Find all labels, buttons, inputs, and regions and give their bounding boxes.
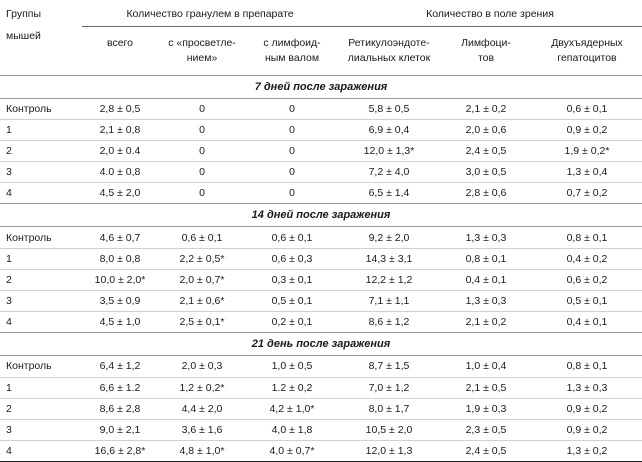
value-cell: 2,8 ± 0,5 bbox=[82, 98, 158, 119]
groups-label-bottom: мышей bbox=[0, 27, 82, 76]
value-cell: 4,2 ± 1,0* bbox=[246, 398, 338, 419]
value-cell: 6,4 ± 1,2 bbox=[82, 356, 158, 377]
value-cell: 0,8 ± 0,1 bbox=[440, 248, 532, 269]
col-header-reticulo-line2: лиальных клеток bbox=[347, 51, 431, 64]
section-title: 7 дней после заражения bbox=[0, 75, 642, 98]
value-cell: 7,1 ± 1,1 bbox=[338, 291, 440, 312]
col-header-reticulo bbox=[338, 27, 440, 76]
table-row bbox=[0, 227, 642, 248]
data-table bbox=[0, 2, 642, 462]
value-cell: 0 bbox=[158, 162, 246, 183]
value-cell: 10,0 ± 2,0* bbox=[82, 269, 158, 290]
table-row bbox=[0, 269, 642, 290]
value-cell: 0 bbox=[158, 119, 246, 140]
value-cell: 0,3 ± 0,1 bbox=[246, 269, 338, 290]
group-cell: 2 bbox=[0, 140, 82, 161]
col-header-binuclear-line2: гепатоцитов bbox=[557, 51, 617, 64]
col-header-clearing bbox=[158, 27, 246, 76]
col-header-lymphoid-line1: с лимфоид- bbox=[263, 36, 321, 49]
col-header-clearing-line1: с «просветле- bbox=[168, 36, 236, 49]
value-cell: 4,5 ± 2,0 bbox=[82, 183, 158, 204]
value-cell: 0,2 ± 0,1 bbox=[246, 312, 338, 333]
group-cell: 1 bbox=[0, 119, 82, 140]
value-cell: 2,0 ± 0,7* bbox=[158, 269, 246, 290]
table-header bbox=[0, 2, 642, 75]
value-cell: 2,8 ± 0,6 bbox=[440, 183, 532, 204]
value-cell: 4.0 ± 0,8 bbox=[82, 162, 158, 183]
value-cell: 0,5 ± 0,1 bbox=[246, 291, 338, 312]
value-cell: 0,6 ± 0,3 bbox=[246, 248, 338, 269]
value-cell: 2,1 ± 0,5 bbox=[440, 377, 532, 398]
group-cell: Контроль bbox=[0, 227, 82, 248]
value-cell: 0,6 ± 0,2 bbox=[532, 269, 642, 290]
value-cell: 8,0 ± 1,7 bbox=[338, 398, 440, 419]
value-cell: 6,5 ± 1,4 bbox=[338, 183, 440, 204]
value-cell: 3,6 ± 1,6 bbox=[158, 419, 246, 440]
value-cell: 2,5 ± 0,1* bbox=[158, 312, 246, 333]
group-cell: Контроль bbox=[0, 356, 82, 377]
value-cell: 3,5 ± 0,9 bbox=[82, 291, 158, 312]
value-cell: 1,9 ± 0,3 bbox=[440, 398, 532, 419]
section-header-row bbox=[0, 333, 642, 356]
table-body bbox=[0, 75, 642, 462]
col-header-reticulo-line1: Ретикулоэндоте- bbox=[348, 36, 430, 49]
value-cell: 2,3 ± 0,5 bbox=[440, 419, 532, 440]
table-row bbox=[0, 356, 642, 377]
value-cell: 10,5 ± 2,0 bbox=[338, 419, 440, 440]
value-cell: 2,1 ± 0,6* bbox=[158, 291, 246, 312]
value-cell: 4,0 ± 0,7* bbox=[246, 441, 338, 462]
col-header-total bbox=[82, 27, 158, 76]
value-cell: 2,4 ± 0,5 bbox=[440, 140, 532, 161]
value-cell: 0,6 ± 0,1 bbox=[158, 227, 246, 248]
group-cell: 4 bbox=[0, 312, 82, 333]
col-header-clearing-line2: нием» bbox=[186, 51, 218, 64]
table-row bbox=[0, 162, 642, 183]
section-title: 14 дней после заражения bbox=[0, 204, 642, 227]
value-cell: 2,1 ± 0,2 bbox=[440, 312, 532, 333]
table-row bbox=[0, 398, 642, 419]
value-cell: 1,2 ± 0,2* bbox=[158, 377, 246, 398]
group-cell: 2 bbox=[0, 269, 82, 290]
value-cell: 1,9 ± 0,2* bbox=[532, 140, 642, 161]
value-cell: 0,6 ± 0,1 bbox=[532, 98, 642, 119]
value-cell: 12,0 ± 1,3* bbox=[338, 140, 440, 161]
col-header-binuclear bbox=[532, 27, 642, 76]
field-group-header: Количество в поле зрения bbox=[338, 2, 642, 27]
value-cell: 4,5 ± 1,0 bbox=[82, 312, 158, 333]
group-cell: 3 bbox=[0, 162, 82, 183]
value-cell: 0 bbox=[246, 162, 338, 183]
value-cell: 0,7 ± 0,2 bbox=[532, 183, 642, 204]
group-cell: 1 bbox=[0, 248, 82, 269]
value-cell: 0 bbox=[158, 183, 246, 204]
value-cell: 8,6 ± 1,2 bbox=[338, 312, 440, 333]
value-cell: 0 bbox=[158, 98, 246, 119]
table-row bbox=[0, 98, 642, 119]
value-cell: 6,6 ± 1.2 bbox=[82, 377, 158, 398]
table-row bbox=[0, 441, 642, 462]
group-cell: 4 bbox=[0, 183, 82, 204]
value-cell: 1,0 ± 0,5 bbox=[246, 356, 338, 377]
value-cell: 0,8 ± 0,1 bbox=[532, 356, 642, 377]
value-cell: 9,2 ± 2,0 bbox=[338, 227, 440, 248]
value-cell: 4,8 ± 1,0* bbox=[158, 441, 246, 462]
value-cell: 0,6 ± 0,1 bbox=[246, 227, 338, 248]
col-header-lymphoid bbox=[246, 27, 338, 76]
value-cell: 8,7 ± 1,5 bbox=[338, 356, 440, 377]
col-header-total-line2 bbox=[82, 51, 158, 66]
group-cell: 3 bbox=[0, 291, 82, 312]
table-row bbox=[0, 119, 642, 140]
section-header-row bbox=[0, 75, 642, 98]
value-cell: 0 bbox=[246, 140, 338, 161]
value-cell: 2,1 ± 0,2 bbox=[440, 98, 532, 119]
group-cell: Контроль bbox=[0, 98, 82, 119]
value-cell: 1,3 ± 0,3 bbox=[440, 291, 532, 312]
table-row bbox=[0, 291, 642, 312]
col-header-lymphocytes-line2: тов bbox=[477, 51, 495, 64]
value-cell: 0 bbox=[246, 183, 338, 204]
value-cell: 7,0 ± 1,2 bbox=[338, 377, 440, 398]
value-cell: 4,4 ± 2,0 bbox=[158, 398, 246, 419]
value-cell: 1,3 ± 0,4 bbox=[532, 162, 642, 183]
value-cell: 0,4 ± 0,1 bbox=[532, 312, 642, 333]
group-cell: 1 bbox=[0, 377, 82, 398]
value-cell: 0,9 ± 0,2 bbox=[532, 398, 642, 419]
group-cell: 3 bbox=[0, 419, 82, 440]
value-cell: 2,4 ± 0,5 bbox=[440, 441, 532, 462]
value-cell: 0 bbox=[246, 98, 338, 119]
value-cell: 1,0 ± 0,4 bbox=[440, 356, 532, 377]
value-cell: 2,0 ± 0.4 bbox=[82, 140, 158, 161]
col-header-binuclear-line1: Двухъядерных bbox=[551, 36, 623, 49]
value-cell: 7,2 ± 4,0 bbox=[338, 162, 440, 183]
value-cell: 12,2 ± 1,2 bbox=[338, 269, 440, 290]
table-row bbox=[0, 183, 642, 204]
value-cell: 5,8 ± 0,5 bbox=[338, 98, 440, 119]
value-cell: 1,3 ± 0,3 bbox=[532, 377, 642, 398]
value-cell: 0,5 ± 0,1 bbox=[532, 291, 642, 312]
value-cell: 14,3 ± 3,1 bbox=[338, 248, 440, 269]
col-header-total-line1: всего bbox=[107, 36, 133, 49]
value-cell: 4,0 ± 1,8 bbox=[246, 419, 338, 440]
table-row bbox=[0, 140, 642, 161]
value-cell: 16,6 ± 2,8* bbox=[82, 441, 158, 462]
groups-label-top: Группы bbox=[6, 8, 41, 21]
value-cell: 4,6 ± 0,7 bbox=[82, 227, 158, 248]
value-cell: 0,4 ± 0,2 bbox=[532, 248, 642, 269]
col-header-lymphoid-line2: ным валом bbox=[264, 51, 320, 64]
col-header-lymphocytes bbox=[440, 27, 532, 76]
value-cell: 1,3 ± 0,3 bbox=[440, 227, 532, 248]
table-row bbox=[0, 312, 642, 333]
value-cell: 0,9 ± 0,2 bbox=[532, 119, 642, 140]
value-cell: 0,4 ± 0,1 bbox=[440, 269, 532, 290]
value-cell: 8,0 ± 0,8 bbox=[82, 248, 158, 269]
value-cell: 0 bbox=[246, 119, 338, 140]
section-title: 21 день после заражения bbox=[0, 333, 642, 356]
value-cell: 2,1 ± 0,8 bbox=[82, 119, 158, 140]
value-cell: 1,3 ± 0,2 bbox=[532, 441, 642, 462]
value-cell: 9,0 ± 2,1 bbox=[82, 419, 158, 440]
group-cell: 4 bbox=[0, 441, 82, 462]
value-cell: 6,9 ± 0,4 bbox=[338, 119, 440, 140]
value-cell: 2,0 ± 0,6 bbox=[440, 119, 532, 140]
value-cell: 0 bbox=[158, 140, 246, 161]
section-header-row bbox=[0, 204, 642, 227]
table-row bbox=[0, 377, 642, 398]
value-cell: 12,0 ± 1,3 bbox=[338, 441, 440, 462]
value-cell: 0,9 ± 0,2 bbox=[532, 419, 642, 440]
value-cell: 2,2 ± 0,5* bbox=[158, 248, 246, 269]
value-cell: 8,6 ± 2,8 bbox=[82, 398, 158, 419]
value-cell: 1.2 ± 0,2 bbox=[246, 377, 338, 398]
value-cell: 3,0 ± 0,5 bbox=[440, 162, 532, 183]
value-cell: 2,0 ± 0,3 bbox=[158, 356, 246, 377]
granules-group-header: Количество гранулем в препарате bbox=[82, 2, 338, 27]
col-header-lymphocytes-line1: Лимфоци- bbox=[461, 36, 511, 49]
table-row bbox=[0, 419, 642, 440]
table-row bbox=[0, 248, 642, 269]
value-cell: 0,8 ± 0,1 bbox=[532, 227, 642, 248]
group-cell: 2 bbox=[0, 398, 82, 419]
